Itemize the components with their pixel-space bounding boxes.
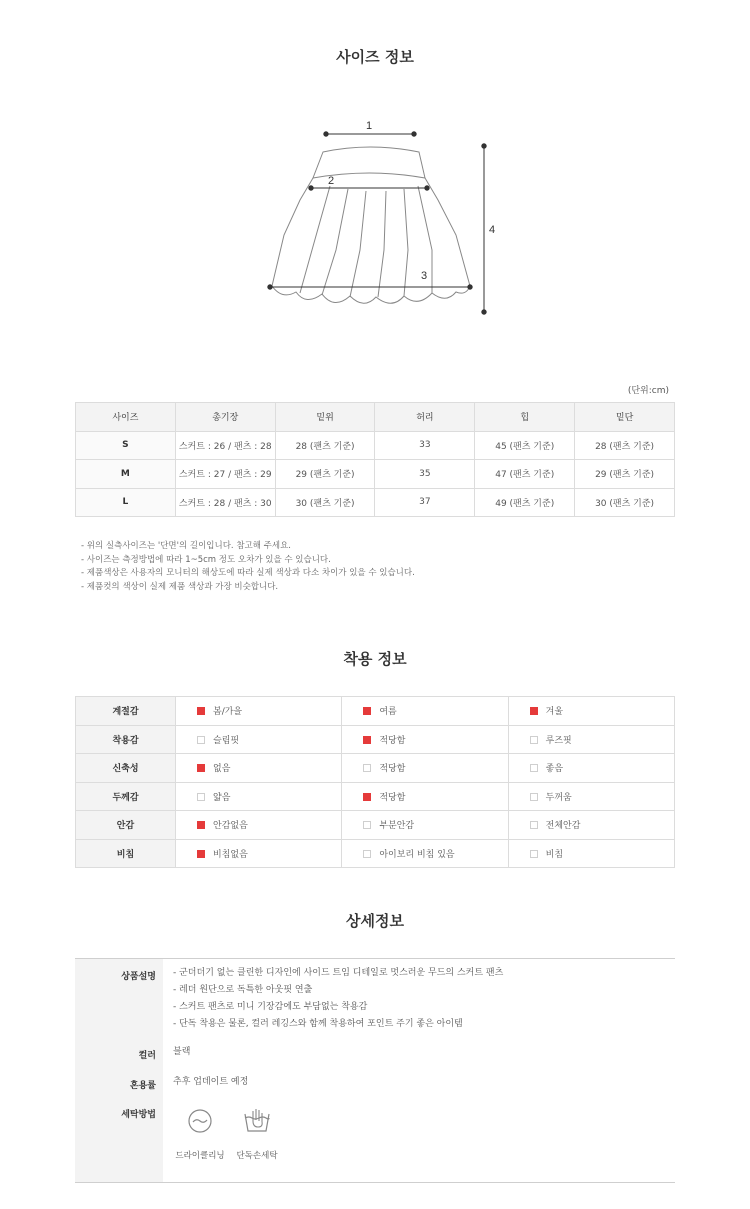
fit-option-label: 아이보리 비침 있음 (379, 849, 455, 860)
note-item: - 제품컷의 색상이 실제 제품 색상과 가장 비슷합니다. (81, 581, 279, 592)
fit-option-label: 여름 (379, 707, 397, 718)
fit-option (342, 697, 508, 726)
checked-box-icon (363, 736, 371, 744)
hand-wash-icon (242, 1107, 272, 1135)
fit-table (75, 696, 675, 868)
description-line: - 스커트 팬츠로 미니 기장감에도 부담없는 착용감 (173, 1002, 368, 1012)
description-lines (173, 965, 503, 1033)
fit-option-label: 좋음 (545, 764, 564, 775)
unchecked-box-icon (363, 821, 371, 829)
description-line: - 군더더기 없는 클린한 디자인에 사이드 트임 디테일로 멋스러운 무드의 스커트 팬츠 (173, 968, 504, 978)
table-cell: 35 (375, 460, 475, 489)
fit-option-label: 겨울 (545, 707, 564, 718)
unit-label: (단위:cm) (627, 386, 669, 396)
detail-info-title: 상세정보 (346, 912, 404, 930)
header-cell: 힙 (475, 403, 575, 432)
size-table-header (76, 403, 675, 432)
fit-option-label: 적당함 (379, 792, 406, 803)
table-cell: 스커트 : 27 / 팬츠 : 29 (175, 460, 275, 489)
table-row (76, 488, 675, 517)
fit-option-label: 전체안감 (545, 821, 581, 832)
color-value: 블랙 (173, 1047, 191, 1057)
fit-option (342, 754, 508, 783)
size-table (75, 402, 675, 517)
header-cell: 사이즈 (76, 403, 176, 432)
header-cell: 허리 (375, 403, 475, 432)
washing-method-dry-clean (170, 1107, 230, 1162)
fit-category: 안감 (76, 811, 176, 840)
fit-row (76, 782, 675, 811)
detail-label-column (75, 959, 163, 1182)
fit-option (176, 839, 342, 868)
table-row (76, 431, 675, 460)
fit-option-label: 비침 (545, 849, 564, 860)
fit-option-label: 적당함 (379, 735, 406, 746)
fit-row (76, 839, 675, 868)
fit-row (76, 811, 675, 840)
table-cell: 37 (375, 488, 475, 517)
checked-box-icon (197, 850, 205, 858)
unchecked-box-icon (197, 793, 205, 801)
fit-option (508, 754, 674, 783)
note-item: - 사이즈는 측정방법에 따라 1~5cm 정도 오차가 있을 수 있습니다. (81, 554, 331, 565)
unchecked-box-icon (363, 764, 371, 772)
material-label: 혼용률 (129, 1081, 156, 1091)
size-cell: M (76, 460, 176, 489)
unchecked-box-icon (530, 821, 538, 829)
washing-label: 세탁방법 (121, 1110, 156, 1120)
table-cell: 30 (팬츠 기준) (275, 488, 375, 517)
fit-option (176, 725, 342, 754)
diagram-label-2: 2 (328, 175, 335, 187)
size-info-title: 사이즈 정보 (336, 48, 414, 66)
fit-option-label: 부분안감 (379, 821, 415, 832)
fit-row (76, 754, 675, 783)
table-cell: 스커트 : 26 / 팬츠 : 28 (175, 431, 275, 460)
checked-box-icon (530, 707, 538, 715)
fit-option (342, 725, 508, 754)
unchecked-box-icon (197, 736, 205, 744)
fit-category: 두께감 (76, 782, 176, 811)
unchecked-box-icon (530, 850, 538, 858)
fit-option-label: 루즈핏 (545, 735, 572, 746)
fit-option-label: 안감없음 (213, 821, 248, 832)
fit-option (508, 725, 674, 754)
fit-row (76, 697, 675, 726)
fit-option (176, 782, 342, 811)
dry-clean-icon (186, 1107, 214, 1135)
unchecked-box-icon (530, 793, 538, 801)
checked-box-icon (197, 764, 205, 772)
size-cell: S (76, 431, 176, 460)
description-line: - 단독 착용은 물론, 컬러 레깅스와 함께 착용하여 포인트 주기 좋은 아이템 (173, 1019, 463, 1029)
table-cell: 45 (팬츠 기준) (475, 431, 575, 460)
fit-info-title: 착용 정보 (343, 650, 407, 668)
table-cell: 47 (팬츠 기준) (475, 460, 575, 489)
fit-option (342, 839, 508, 868)
color-label: 컬러 (138, 1051, 156, 1061)
header-cell: 밑위 (275, 403, 375, 432)
material-value: 추후 업데이트 예정 (173, 1077, 249, 1087)
fit-category: 착용감 (76, 725, 176, 754)
diagram-label-4: 4 (489, 224, 496, 236)
washing-method-hand-wash (227, 1107, 287, 1162)
diagram-label-1: 1 (366, 120, 373, 132)
fit-category: 비침 (76, 839, 176, 868)
checked-box-icon (197, 821, 205, 829)
header-cell: 총기장 (175, 403, 275, 432)
fit-option (508, 697, 674, 726)
washing-method-label: 드라이클리닝 (175, 1151, 225, 1161)
diagram-label-3: 3 (421, 270, 428, 282)
fit-option (176, 754, 342, 783)
checked-box-icon (197, 707, 205, 715)
washing-method-label: 단독손세탁 (236, 1151, 278, 1161)
fit-category: 계절감 (76, 697, 176, 726)
fit-option-label: 두꺼움 (545, 792, 572, 803)
unchecked-box-icon (363, 850, 371, 858)
description-label: 상품설명 (121, 972, 156, 982)
table-cell: 30 (팬츠 기준) (575, 488, 675, 517)
fit-category: 신축성 (76, 754, 176, 783)
table-cell: 28 (팬츠 기준) (275, 431, 375, 460)
note-item: - 제품색상은 사용자의 모니터의 해상도에 따라 실제 색상과 다소 차이가 있을 수 있습니다. (81, 568, 415, 579)
table-cell: 29 (팬츠 기준) (275, 460, 375, 489)
fit-option (176, 811, 342, 840)
description-line: - 레더 원단으로 독특한 아웃핏 연출 (173, 985, 313, 995)
note-item: - 위의 실측사이즈는 '단면'의 길이입니다. 참고해 주세요. (81, 541, 291, 551)
fit-option-label: 얇음 (213, 792, 231, 803)
unchecked-box-icon (530, 764, 538, 772)
size-notes (81, 540, 415, 594)
skirt-measurement-diagram (250, 110, 510, 325)
table-cell: 29 (팬츠 기준) (575, 460, 675, 489)
checked-box-icon (363, 707, 371, 715)
fit-option-label: 비침없음 (213, 849, 248, 860)
fit-option-label: 슬림핏 (213, 735, 240, 746)
header-cell: 밑단 (575, 403, 675, 432)
fit-option-label: 봄/가을 (213, 707, 243, 718)
fit-option (508, 839, 674, 868)
table-cell: 49 (팬츠 기준) (475, 488, 575, 517)
fit-row (76, 725, 675, 754)
checked-box-icon (363, 793, 371, 801)
fit-option (342, 811, 508, 840)
table-cell: 스커트 : 28 / 팬츠 : 30 (175, 488, 275, 517)
table-cell: 33 (375, 431, 475, 460)
unchecked-box-icon (530, 736, 538, 744)
fit-option-label: 없음 (213, 764, 231, 775)
fit-option (508, 782, 674, 811)
fit-option (176, 697, 342, 726)
table-cell: 28 (팬츠 기준) (575, 431, 675, 460)
table-row (76, 460, 675, 489)
detail-table (75, 958, 675, 1183)
size-cell: L (76, 488, 176, 517)
fit-option (508, 811, 674, 840)
fit-option-label: 적당함 (379, 764, 406, 775)
fit-option (342, 782, 508, 811)
